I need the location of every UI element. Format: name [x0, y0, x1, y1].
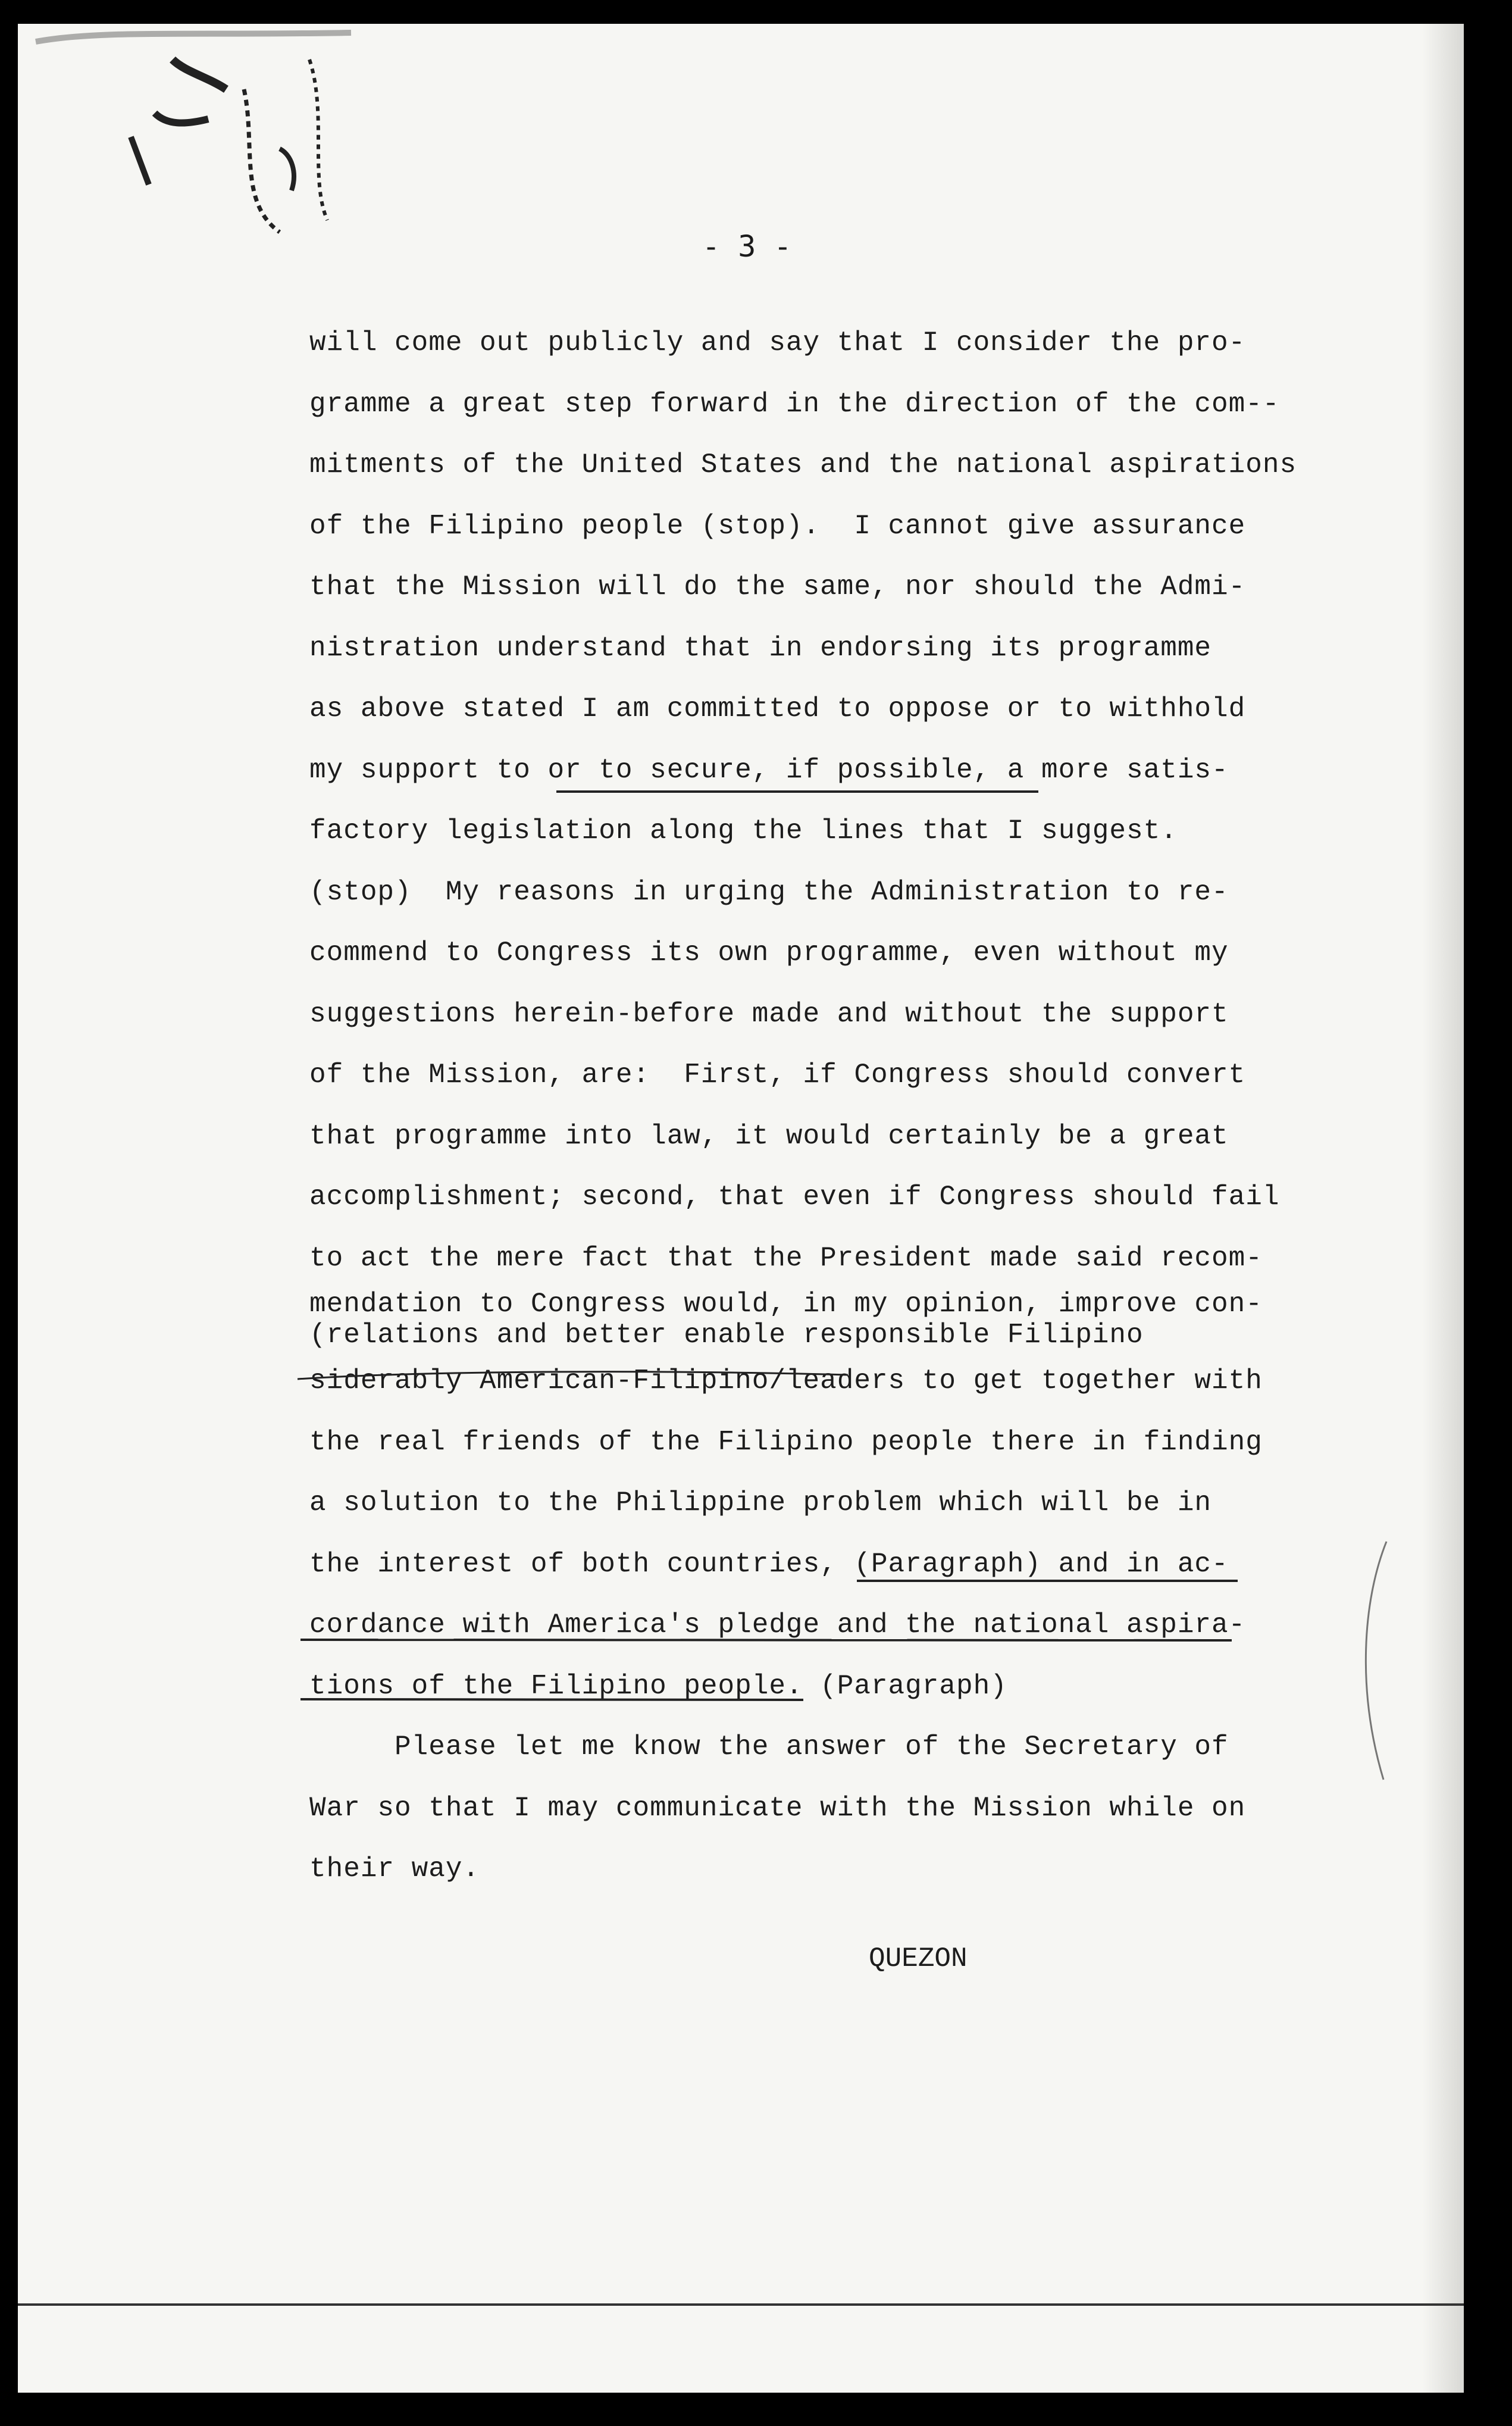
telegram-body: [309, 312, 1404, 1900]
text-line: to act the mere fact that the President made said recom-: [309, 1242, 1263, 1274]
text-line: tions of the Filipino people. (Paragraph): [309, 1670, 1007, 1702]
divider: [18, 2303, 1464, 2306]
text-line: of the Mission, are: First, if Congress should convert: [309, 1059, 1246, 1090]
text-line: will come out publicly and say that I consider the pro-: [309, 327, 1246, 358]
text-line: mitments of the United States and the national aspirations: [309, 449, 1297, 480]
text-line: a solution to the Philippine problem which will be in: [309, 1487, 1212, 1518]
page-bottom-strip: [18, 2291, 1464, 2393]
text-line: factory legislation along the lines that I suggest.: [309, 815, 1178, 846]
text-line: cordance with America's pledge and the national aspira-: [309, 1609, 1246, 1640]
text-line: mendation to Congress would, in my opinion, improve con-: [309, 1289, 1263, 1320]
text-line: nistration understand that in endorsing its programme: [309, 632, 1212, 664]
text-line: the interest of both countries, (Paragraph) and in ac-: [309, 1548, 1229, 1580]
text-line: gramme a great step forward in the direction of the com--: [309, 388, 1280, 420]
handwritten-mark: [30, 24, 363, 250]
text-line: that the Mission will do the same, nor should the Admi-: [309, 571, 1246, 602]
text-line: my support to or to secure, if possible, a more satis-: [309, 754, 1229, 786]
interlined-insertion: (relations and better enable responsible Filipino: [309, 1320, 1144, 1350]
text-line: that programme into law, it would certainly be a great: [309, 1120, 1229, 1152]
text-line: commend to Congress its own programme, even without my: [309, 937, 1229, 968]
text-line: as above stated I am committed to oppose or to withhold: [309, 693, 1246, 724]
page-edge-shadow: [1422, 24, 1464, 2393]
text-line: of the Filipino people (stop). I cannot give assurance: [309, 510, 1246, 542]
text-line: their way.: [309, 1853, 480, 1884]
page-number: - 3 -: [702, 229, 792, 264]
text-line: Please let me know the answer of the Secretary of: [309, 1731, 1229, 1762]
document-page: [18, 24, 1464, 2393]
text-line: suggestions herein-before made and without the support: [309, 998, 1229, 1030]
text-line: (stop) My reasons in urging the Administration to re-: [309, 876, 1229, 908]
text-line: accomplishment; second, that even if Congress should fail: [309, 1181, 1280, 1212]
text-line: War so that I may communicate with the Mission while on: [309, 1792, 1246, 1824]
signature: QUEZON: [869, 1943, 968, 1974]
text-line: siderably American-Filipino/leaders to get together with: [309, 1365, 1263, 1396]
text-line: the real friends of the Filipino people there in finding: [309, 1426, 1263, 1458]
